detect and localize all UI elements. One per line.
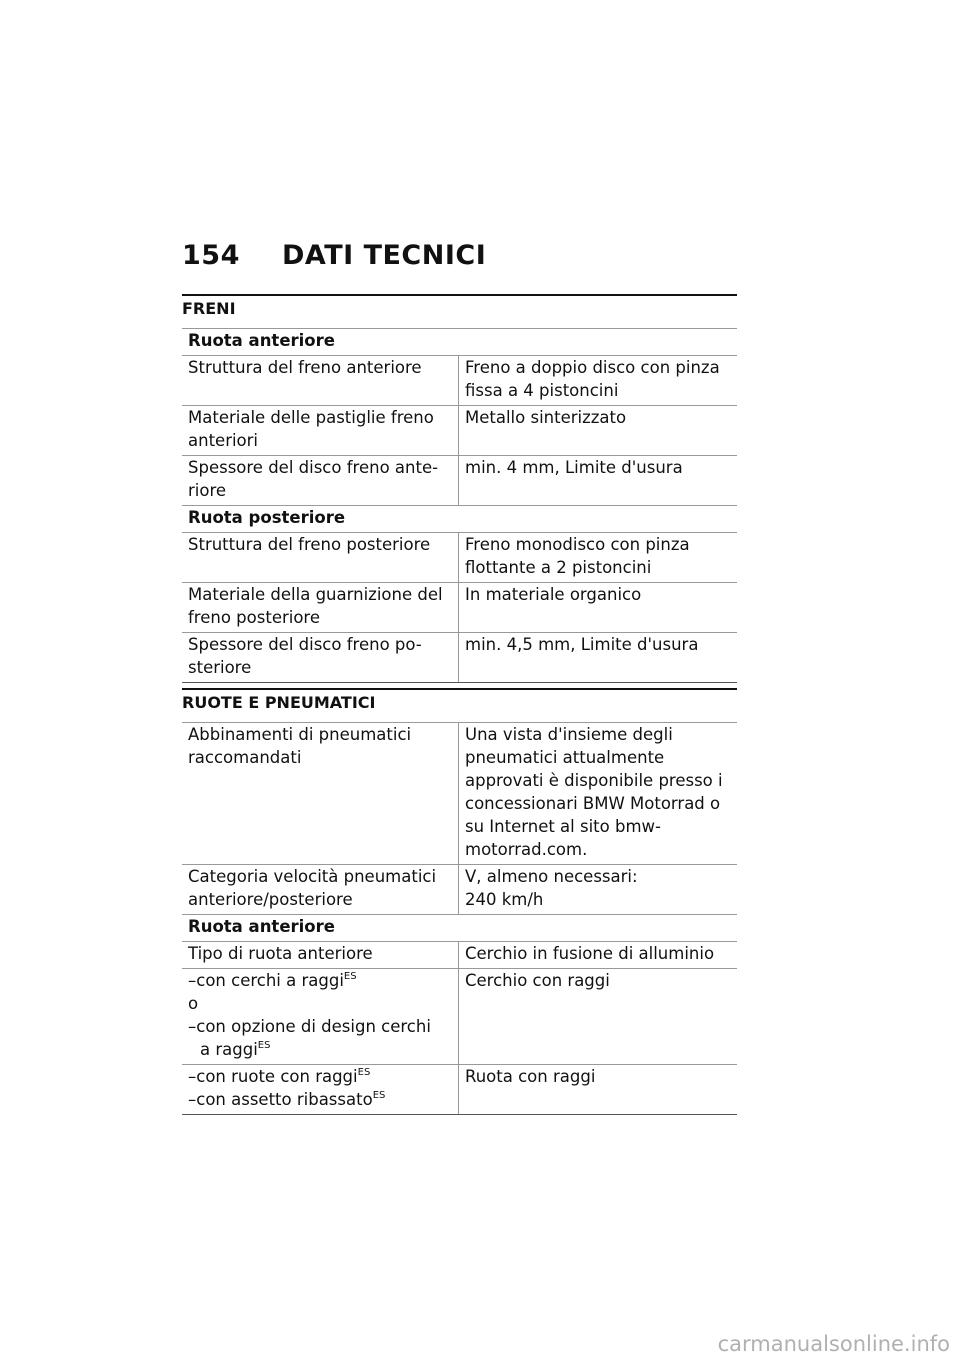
row-label: Spessore del disco freno po-steriore [182,633,459,683]
row-label: Struttura del freno anteriore [182,356,459,406]
page-title [182,240,486,271]
row-value: Metallo sinterizzato [459,406,738,456]
section-heading-freni: FRENI [182,299,236,318]
table-subheading-row [182,915,737,942]
row-label [182,969,459,1065]
row-value: min. 4 mm, Limite d'usura [459,456,738,506]
row-value: Ruota con raggi [459,1065,738,1115]
option-line: –con opzione di design cerchi [188,1017,431,1036]
table-row [182,583,737,633]
table-row [182,942,737,969]
option-marker: ES [257,1040,271,1051]
page-number: 154 [182,240,240,271]
table-row [182,865,737,915]
table-row [182,633,737,683]
watermark: carmanualsonline.info [717,1332,950,1356]
row-value: Cerchio in fusione di alluminio [459,942,738,969]
row-label: Tipo di ruota anteriore [182,942,459,969]
row-value: min. 4,5 mm, Limite d'usura [459,633,738,683]
row-value: Freno a doppio disco con pinza fissa a 4 pistoncini [459,356,738,406]
table-row [182,533,737,583]
row-value [459,865,738,915]
option-line: a raggi$^{ES}$ [200,1040,271,1059]
table-row [182,456,737,506]
section-rule-ruote [182,688,737,690]
row-value: In materiale organico [459,583,738,633]
table-subheading-row [182,329,737,356]
row-label: Materiale delle pastiglie freno anteriori [182,406,459,456]
option-marker: ES [372,1090,386,1101]
table-row [182,969,737,1065]
row-label: Abbinamenti di pneumatici raccomandati [182,723,459,865]
option-line: –con ruote con raggi$^{ES}$ [188,1067,371,1086]
row-label: Categoria velocità pneumatici anteriore/posteriore [182,865,459,915]
table-row [182,406,737,456]
table-row [182,723,737,865]
speed-category-value: 240 km/h [465,890,544,909]
row-label: Spessore del disco freno ante-riore [182,456,459,506]
wheels-spec-table [182,722,737,1115]
row-label: Struttura del freno posteriore [182,533,459,583]
option-line: –con assetto ribassato$^{ES}$ [188,1090,386,1109]
subheading-front-wheel: Ruota anteriore [182,329,737,356]
option-marker: ES [343,971,357,982]
row-value: Freno monodisco con pinza flottante a 2 pistoncini [459,533,738,583]
brakes-spec-table [182,328,737,683]
table-subheading-row [182,506,737,533]
table-row [182,1065,737,1115]
option-or: o [188,994,199,1013]
chapter-title: DATI TECNICI [282,240,487,271]
option-line: –con cerchi a raggi$^{ES}$ [188,971,357,990]
section-rule-freni [182,294,737,296]
row-label: Materiale della guarnizione del freno posteriore [182,583,459,633]
table-row [182,356,737,406]
speed-category-text: V, almeno necessari: [465,867,638,886]
subheading-rear-wheel: Ruota posteriore [182,506,737,533]
row-label [182,1065,459,1115]
subheading-front-wheel: Ruota anteriore [182,915,737,942]
row-value: Una vista d'insieme degli pneumatici attualmente approvati è disponibile presso i concessionari BMW Motorrad o su Internet al sito bmw-motorrad.com. [459,723,738,865]
option-marker: ES [357,1067,371,1078]
row-value: Cerchio con raggi [459,969,738,1065]
section-heading-ruote: RUOTE E PNEUMATICI [182,693,376,712]
